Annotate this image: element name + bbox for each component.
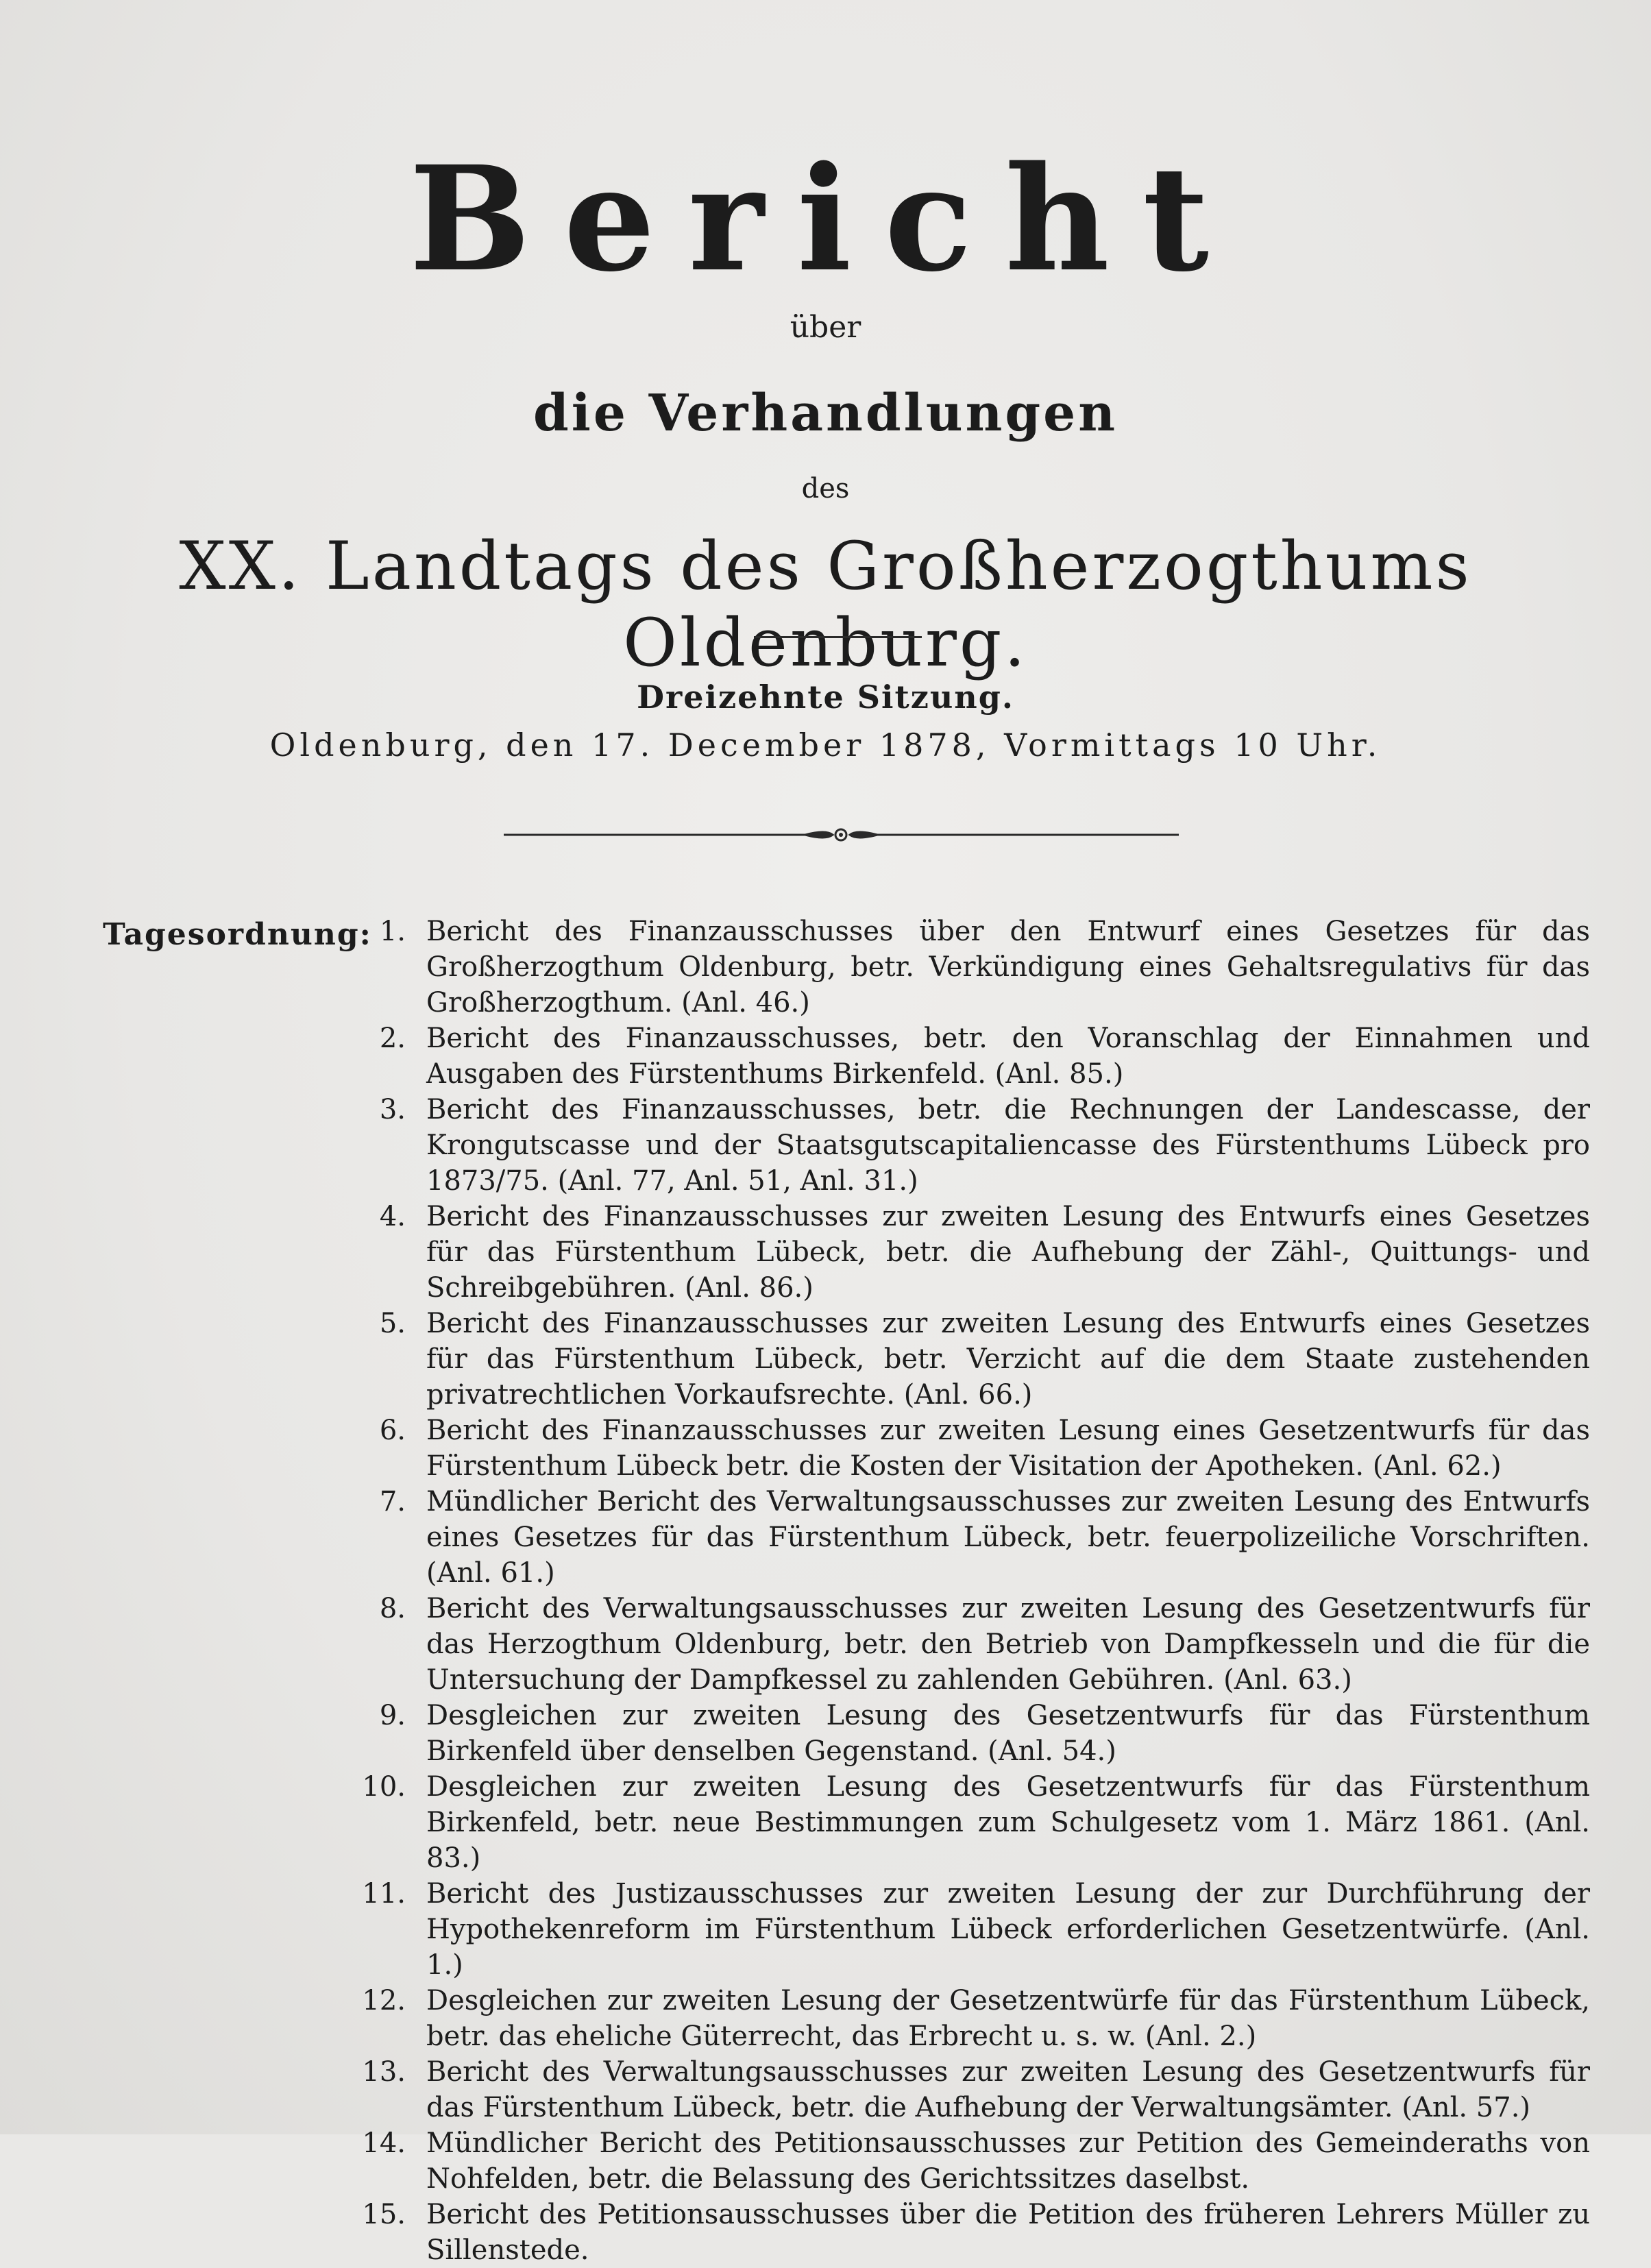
agenda-item (356, 1484, 1590, 1591)
agenda-item (356, 1092, 1590, 1199)
title-verhandlungen: die Verhandlungen (533, 384, 1118, 443)
agenda-item-number: 14. (362, 2127, 406, 2159)
agenda-item-number: 7. (379, 1486, 406, 1517)
agenda-item-number: 8. (379, 1593, 406, 1624)
agenda-item-text: Bericht des Finanzausschusses zur zweiten Lesung des Entwurfs eines Gesetzes für das Fürstenthum Lübeck, betr. die Aufhebung der Zähl-, Quittungs- und Schreibgebühren. (Anl. 86.) (426, 1201, 1590, 1304)
agenda-item-number: 11. (362, 1878, 406, 1910)
title-divider (754, 636, 922, 638)
agenda-item-number: 1. (379, 916, 406, 947)
agenda-item (356, 1698, 1590, 1769)
agenda-item-text: Bericht des Finanzausschusses, betr. die Rechnungen der Landescasse, der Krongutscasse und der Staatsgutscapitaliencasse des Fürstenthums Lübeck pro 1873/75. (Anl. 77, Anl. 51, Anl. 31.) (426, 1094, 1590, 1197)
agenda-item-number: 15. (362, 2199, 406, 2230)
agenda-item-text: Desgleichen zur zweiten Lesung des Gesetzentwurfs für das Fürstenthum Birkenfeld, betr. neue Bestimmungen zum Schulgesetz vom 1. März 1861. (Anl. 83.) (426, 1771, 1590, 1874)
agenda-item (356, 1769, 1590, 1876)
title-des: des (801, 473, 850, 504)
agenda-item-text: Bericht des Finanzausschusses, betr. den Voranschlag der Einnahmen und Ausgaben des Fürstenthums Birkenfeld. (Anl. 85.) (426, 1023, 1590, 1090)
agenda-item-number: 10. (362, 1771, 406, 1803)
agenda-item (356, 1306, 1590, 1413)
agenda-item-number: 9. (379, 1700, 406, 1731)
agenda-item-number: 13. (362, 2056, 406, 2088)
landtag-heading: XX. Landtags des Großherzogthums Oldenburg. (179, 528, 1472, 681)
agenda-item-text: Mündlicher Bericht des Petitionsausschusses zur Petition des Gemeinderaths von Nohfelden, betr. die Belassung des Gerichtssitzes daselbst. (426, 2127, 1590, 2195)
agenda-item-text: Bericht des Verwaltungsausschusses zur zweiten Lesung des Gesetzentwurfs für das Herzogthum Oldenburg, betr. den Betrieb von Dampfkesseln und die für die Untersuchung der Dampfkessel zu zahlenden Gebühren. (Anl. 63.) (426, 1593, 1590, 1696)
agenda-item-number: 6. (379, 1415, 406, 1446)
agenda-item-number: 12. (362, 1985, 406, 2016)
agenda-item (356, 2125, 1590, 2197)
agenda-item-text: Desgleichen zur zweiten Lesung des Gesetzentwurfs für das Fürstenthum Birkenfeld über denselben Gegenstand. (Anl. 54.) (426, 1700, 1590, 1767)
document-title: Bericht (408, 134, 1243, 304)
agenda-item (356, 914, 1590, 1021)
ornament-divider (504, 821, 1179, 849)
agenda-item-number: 2. (379, 1023, 406, 1054)
agenda-item-text: Mündlicher Bericht des Verwaltungsausschusses zur zweiten Lesung des Entwurfs eines Gesetzes für das Fürstenthum Lübeck, betr. feuerpolizeiliche Vorschriften. (Anl. 61.) (426, 1486, 1590, 1589)
agenda-item-number: 4. (379, 1201, 406, 1232)
agenda-item-text: Bericht des Finanzausschusses zur zweiten Lesung eines Gesetzentwurfs für das Fürstenthum Lübeck betr. die Kosten der Visitation der Apotheken. (Anl. 62.) (426, 1415, 1590, 1482)
agenda-item-text: Bericht des Finanzausschusses über den Entwurf eines Gesetzes für das Großherzogthum Oldenburg, betr. Verkündigung eines Gehaltsregulativs für das Großherzogthum. (Anl. 46.) (426, 916, 1590, 1019)
agenda-item-text: Bericht des Verwaltungsausschusses zur zweiten Lesung des Gesetzentwurfs für das Fürstenthum Lübeck, betr. die Aufhebung der Verwaltungsämter. (Anl. 57.) (426, 2056, 1590, 2123)
agenda-item (356, 1591, 1590, 1698)
agenda-label: Tagesordnung: (103, 917, 372, 952)
session-name: Dreizehnte Sitzung. (637, 679, 1014, 716)
agenda-item (356, 2054, 1590, 2125)
agenda-item (356, 1199, 1590, 1306)
agenda-item-number: 5. (379, 1308, 406, 1339)
agenda-item-text: Bericht des Finanzausschusses zur zweiten Lesung des Entwurfs eines Gesetzes für das Fürstenthum Lübeck, betr. Verzicht auf die dem Staate zustehenden privatrechtlichen Vorkaufsrechte. (Anl. 66.) (426, 1308, 1590, 1411)
agenda-item (356, 1983, 1590, 2054)
agenda-item (356, 1876, 1590, 1983)
title-ueber: über (790, 310, 861, 345)
agenda-list (356, 914, 1590, 2268)
session-place-date: Oldenburg, den 17. December 1878, Vormittags 10 Uhr. (269, 727, 1382, 764)
agenda-item-number: 3. (379, 1094, 406, 1125)
agenda-item-text: Desgleichen zur zweiten Lesung der Gesetzentwürfe für das Fürstenthum Lübeck, betr. das eheliche Güterrecht, das Erbrecht u. s. w. (Anl. 2.) (426, 1985, 1590, 2052)
agenda-item-text: Bericht des Justizausschusses zur zweiten Lesung der zur Durchführung der Hypothekenreform im Fürstenthum Lübeck erforderlichen Gesetzentwürfe. (Anl. 1.) (426, 1878, 1590, 1981)
agenda-item-text: Bericht des Petitionsausschusses über die Petition des früheren Lehrers Müller zu Sillenstede. (426, 2199, 1590, 2266)
agenda-item (356, 1413, 1590, 1484)
agenda-item (356, 1021, 1590, 1092)
agenda-item (356, 2197, 1590, 2268)
